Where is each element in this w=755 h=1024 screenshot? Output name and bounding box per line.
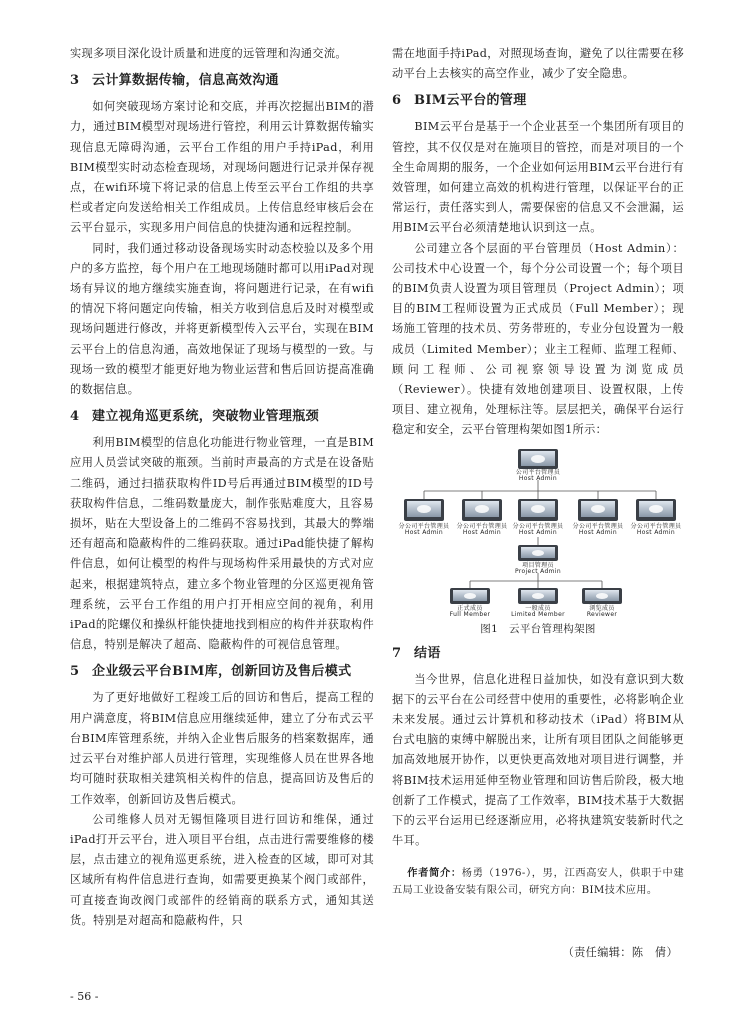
section-3-paragraph-2: 同时，我们通过移动设备现场实时动态校验以及多个用户的多方监控，每个用户在工地现场随时都可以用iPad对现场有异议的地方继续实施查询，将问题进行记录，在有wifi的情况下将问题定向传输，相关方收到信息后及时对模型或现场问题进行修改，并将更新模型传入云平台，实现在BIM云平台上的信息沟通，高效地保证了现场与模型的一致。与现场一致的模型才能更好地为物业运营和售后回访提高准确的数据信息。 [70, 241, 374, 397]
section-6-title: BIM云平台的管理 [414, 93, 527, 109]
section-3-title: 云计算数据传输，信息高效沟通 [92, 73, 279, 89]
branch-admin-node [513, 499, 564, 536]
section-7-heading [392, 644, 684, 664]
limited-member-label: 一般成员 [525, 604, 551, 612]
right-column [392, 44, 684, 964]
branch-admin-role: Host Admin [518, 528, 558, 536]
branch-admin-node [631, 499, 682, 536]
limited-member-node [511, 588, 565, 618]
section-5-paragraph-2: 公司维修人员对无锡恒隆项目进行回访和维保，通过iPad打开云平台，进入项目平台组，点击进行需要维修的楼层，点击建立的视角巡更系统，进入检查的区域，即可对其区域所有构件信息进行查询，如需要更换某个阀门或部件，可直接查询改阀门或部件的经销商的联系方式，通知其送货。特别是对超高和隐蔽构件，只 [70, 812, 374, 927]
limited-member-role: Limited Member [511, 610, 565, 618]
section-6-heading [392, 91, 684, 111]
right-intro-paragraph: 需在地面手持iPad，对照现场查询，避免了以往需要在移动平台上去核实的高空作业，减少了安全隐患。 [392, 47, 684, 81]
section-3-heading [70, 71, 374, 91]
section-6-paragraph-2: 公司建立各个层面的平台管理员（Host Admin）：公司技术中心设置一个，每个分公司设置一个；每个项目的BIM负责人设置为项目管理员（Project Admin）；项目的BIM工程师设置为正式成员（Full Member）；现场施工管理的技术员、劳务带班的，专业分包设置为一般成员（Limited Member）；业主工程师、监理工程师、顾问工程师、公司视察领导设置为浏览成员（Reviewer）。快捷有效地创建项目、设置权限，上传项目、建立视角，处理标注等。层层把关，确保平台运行稳定和安全，云平台管理构架如图1所示： [392, 241, 684, 437]
section-5-heading [70, 662, 374, 682]
section-4-title: 建立视角巡更系统，突破物业管理瓶颈 [92, 409, 319, 425]
branch-admin-node [457, 499, 508, 536]
page-number: - 56 - [70, 990, 99, 1003]
section-7-number: 7 [392, 645, 402, 661]
cloud-platform-org-chart [392, 447, 684, 619]
section-7-paragraph-1: 当今世界，信息化进程日益加快，如没有意识到大数据下的云平台在公司经营中使用的重要性，必将影响企业未来发展。通过云计算机和移动技术（iPad）将BIM从台式电脑的束缚中解脱出来，让所有项目团队之间能够更加高效地展开协作，以更快更高效地对项目进行调整，并将BIM技术运用延伸至物业管理和回访售后阶段，极大地创新了工作模式，提高了工作效率，BIM技术基于大数据下的云平台运用已经逐渐应用，必将执建筑安装新时代之牛耳。 [392, 672, 684, 848]
responsible-editor: （责任编辑：陈 倩） [562, 946, 678, 960]
host-admin-node [516, 449, 561, 482]
branch-admin-label: 分公司平台管理员 [572, 522, 624, 530]
project-admin-role: Project Admin [514, 567, 562, 575]
section-6-paragraph-1: BIM云平台是基于一个企业甚至一个集团所有项目的管控，其不仅仅是对在施项目的管控，而是对项目的一个全生命周期的服务，一个企业如何运用BIM云平台进行有效管理，如何建立高效的机构进行管理，以保证平台的正常运行，责任落实到人，需要保密的信息又不会泄漏，运用BIM云平台必须清楚地认识到这一点。 [392, 120, 684, 235]
branch-admin-node [573, 499, 624, 536]
full-member-label: 正式成员 [457, 604, 483, 612]
section-5-paragraph-1: 为了更好地做好工程竣工后的回访和售后，提高工程的用户满意度，将BIM信息应用继续延伸，建立了分布式云平台BIM库管理系统，并纳入企业售后服务的档案数据库，通过云平台对维护部人员进行管理，实现维修人员在世界各地均可随时获取相关建筑相关构件的信息，提高回访及售后的工作效率，创新回访及售后模式。 [70, 691, 374, 806]
branch-admin-role: Host Admin [578, 528, 618, 536]
branch-admin-label: 分公司平台管理员 [456, 522, 508, 530]
full-member-node [450, 588, 491, 618]
branch-admin-role: Host Admin [636, 528, 676, 536]
project-admin-label: 项目管理员 [522, 561, 554, 569]
section-4-heading [70, 407, 374, 427]
branch-admin-label: 分公司平台管理员 [512, 522, 564, 530]
reviewer-label: 浏览成员 [589, 604, 615, 612]
branch-admin-label: 分公司平台管理员 [630, 522, 682, 530]
branch-admin-label: 分公司平台管理员 [398, 522, 450, 530]
left-intro-paragraph: 实现多项目深化设计质量和进度的远管理和沟通交流。 [70, 47, 347, 60]
section-4-paragraph-1: 利用BIM模型的信息化功能进行物业管理，一直是BIM应用人员尝试突破的瓶颈。当前时声最高的方式是在设备贴二维码，通过扫描获取构件ID号后再通过BIM模型的ID号获取构件信息，二维码数量庞大，制作张贴难度大，且容易损坏，贴在大型设备上的二维码不容易找到，其最大的弊端还有超高和隐蔽构件的二维码获取。通过iPad能快捷了解构件信息，如何让模型的构件与现场构件采用最快的方式对应起来，根据建筑特点，建立多个物业管理的分区巡更视角管理系统，云平台工作组的用户打开相应空间的视角，利用iPad的陀螺仪和操纵杆能快捷地找到相应的构件并获取构件信息，特别是解决了超高、隐蔽构件的可视信息管理。 [70, 436, 374, 652]
author-bio-text: 杨勇（1976-），男，江西高安人，供职于中建五局工业设备安装有限公司，研究方向：BIM技术应用。 [392, 868, 684, 897]
section-7-title: 结语 [414, 645, 441, 661]
section-5-title: 企业级云平台BIM库，创新回访及售后模式 [92, 664, 352, 680]
host-admin-role: Host Admin [518, 474, 558, 482]
author-bio [392, 865, 684, 899]
branch-admin-role: Host Admin [462, 528, 502, 536]
section-4-number: 4 [70, 409, 80, 425]
figure-1-caption: 图1 云平台管理构架图 [480, 622, 596, 635]
host-admin-label: 公司平台管理员 [515, 468, 561, 476]
figure-1 [392, 447, 684, 637]
left-column [70, 44, 374, 931]
reviewer-role: Reviewer [586, 610, 618, 618]
section-3-paragraph-1: 如何突破现场方案讨论和交底，并再次挖掘出BIM的潜力，通过BIM模型对现场进行管控，利用云计算数据传输实现信息无障碍沟通，云平台工作组的用户手持iPad，利用BIM模型实时动态检查现场，对现场问题进行记录并保存视点，在wifi环境下将记录的信息上传至云平台工作组的共享栏或者定向发送给相关工作组成员。上传信息经审核后会在云平台显示，实现多用户间信息的快捷沟通和远程控制。 [70, 100, 374, 235]
branch-admin-role: Host Admin [404, 528, 444, 536]
branch-admin-node [399, 499, 450, 536]
author-bio-label: 作者简介： [407, 867, 462, 880]
reviewer-node [582, 588, 622, 618]
full-member-role: Full Member [449, 610, 491, 618]
project-admin-node [515, 545, 561, 575]
section-5-number: 5 [70, 664, 80, 680]
section-6-number: 6 [392, 93, 402, 109]
section-3-number: 3 [70, 73, 80, 89]
